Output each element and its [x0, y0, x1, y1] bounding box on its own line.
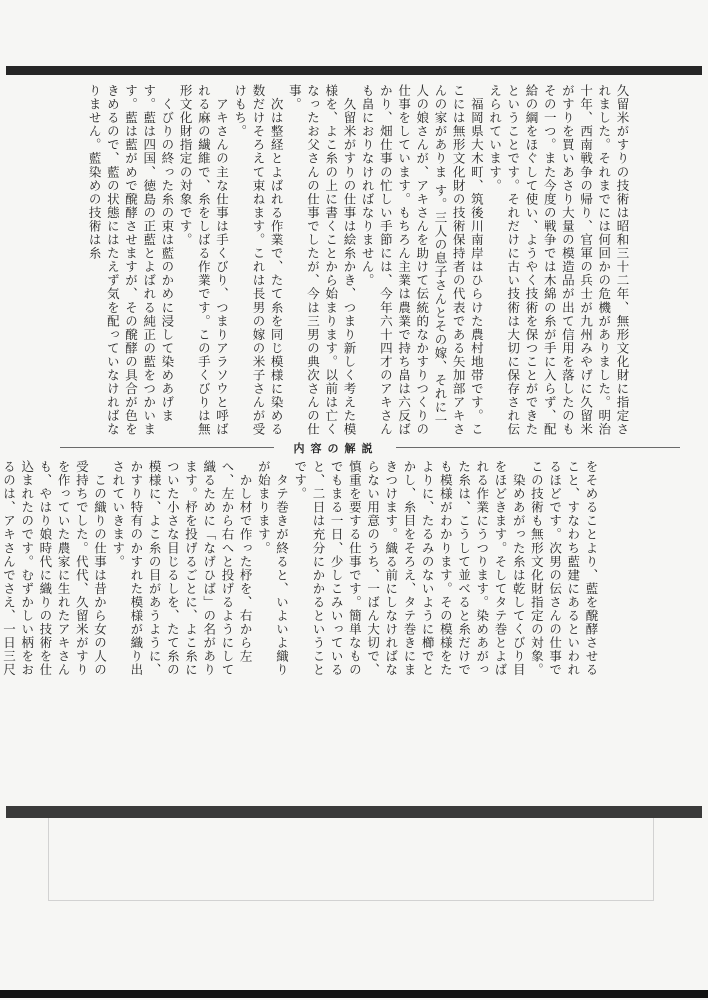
section-divider	[60, 442, 680, 454]
page-base-rule	[0, 990, 708, 998]
upper-body-text: 久留米がすりの技術は昭和三十二年、無形文化財に指定されました。それまでには何回かの危機がありました。明治十年、西南戦争の帰り、官軍の兵士が九州みやげに久留米がすりを買いあさり大量の模造品が出て信用を落したのもその一つ。また今度の戦争では木綿の糸が手に入らず、配給の綱をほぐして使い、ようやく技術を保つことができたということです。それだけに古い技術は大切に保存され伝えられています。 福岡県大木町、筑後川南岸はひらけた農村地帯です。ここには無形文化財の技術保持者の代表である矢加部アキさんの家がありま す。三人の息子さんとその嫁、それに一人の娘さんが、アキさんを助けて伝統的なかすりつくりの仕事をしています。もちろん主業は農業で持ち畠は六反ばかり、畑仕事の忙しい手節には、今年六十四才のアキさんも畠におりなければなりません。 久留米がすりの仕事は絵糸かき、つまり新しく考えた模様を、よこ糸の上に書くことから始まります。以前は亡くなったお父さんの仕事でしたが、今は三男の典次さんの仕事。 次は整経とよばれる作業で、たて糸を同じ模様に染める数だけそろえて束ねます。これは長男の嫁の米子さんが受けもち。 アキさんの主な仕事は手くびり、つまりアラソウと呼ばれる麻の繊維で、糸をしばる作業です。この手くびりは無形文化財指定の対象です。 くびりの終った糸の束は藍のかめに浸して染めあげます。藍は四国、徳島の正藍とよばれる純正の藍をつかいます。藍は藍がめで醗酵させますが、その醗酵の具合が色をきめるので、藍の状態にはたえず気を配っていなければなりません。藍染めの技術は糸	[87, 84, 630, 437]
divider-line-left	[60, 447, 274, 448]
lower-body-text: をそめることより、藍を醗酵させること、すなわち藍建にあるといわれるほどです。次男の伝さんの仕事でこの技術も無形文化財指定の対象。 染めあがった糸は乾してくびり目をほどきます。そしてタテ巻とよばれる作業にうつります。染めあがった糸は、こうして並べると糸だけでも模様がわかります。その模様をたよりに、たるみのないように櫛でとかし、糸目をそろえ、タテ巻きにまきつけます。織る前にしなければならない用意のうち、一ばん大切で、慎重を要する仕事です。簡単なものでもまる一日、少しこみいっていると、二日は充分にかかるということです。 タテ巻きが終ると、いよいよ織りが始まります。 かし材で作った杼を、右から左へ、左から右へと投げるようにして織るために「なげひば」の名があります。杼を投げるごとに、よこ糸についた小さな目じるしを、たて糸の模様に、よこ糸の目があうように、かすり特有のかすれた模様が織り出されていきます。 この織りの仕事は昔から女の人の受持ちでした。代代、久留米がすりを作っていた農家に生れたアキさんも、やはり娘時代に織りの技術を仕込まれたのです。むずかしい柄をおるのは、アキさんでさえ、一日三尺	[1, 460, 599, 677]
top-rule	[6, 66, 702, 75]
bottom-rule	[6, 806, 702, 818]
divider-line-right	[396, 447, 680, 448]
blank-frame	[48, 818, 654, 901]
section-title: 内容の解説	[293, 442, 379, 455]
lower-body-wrapper	[1, 460, 600, 686]
